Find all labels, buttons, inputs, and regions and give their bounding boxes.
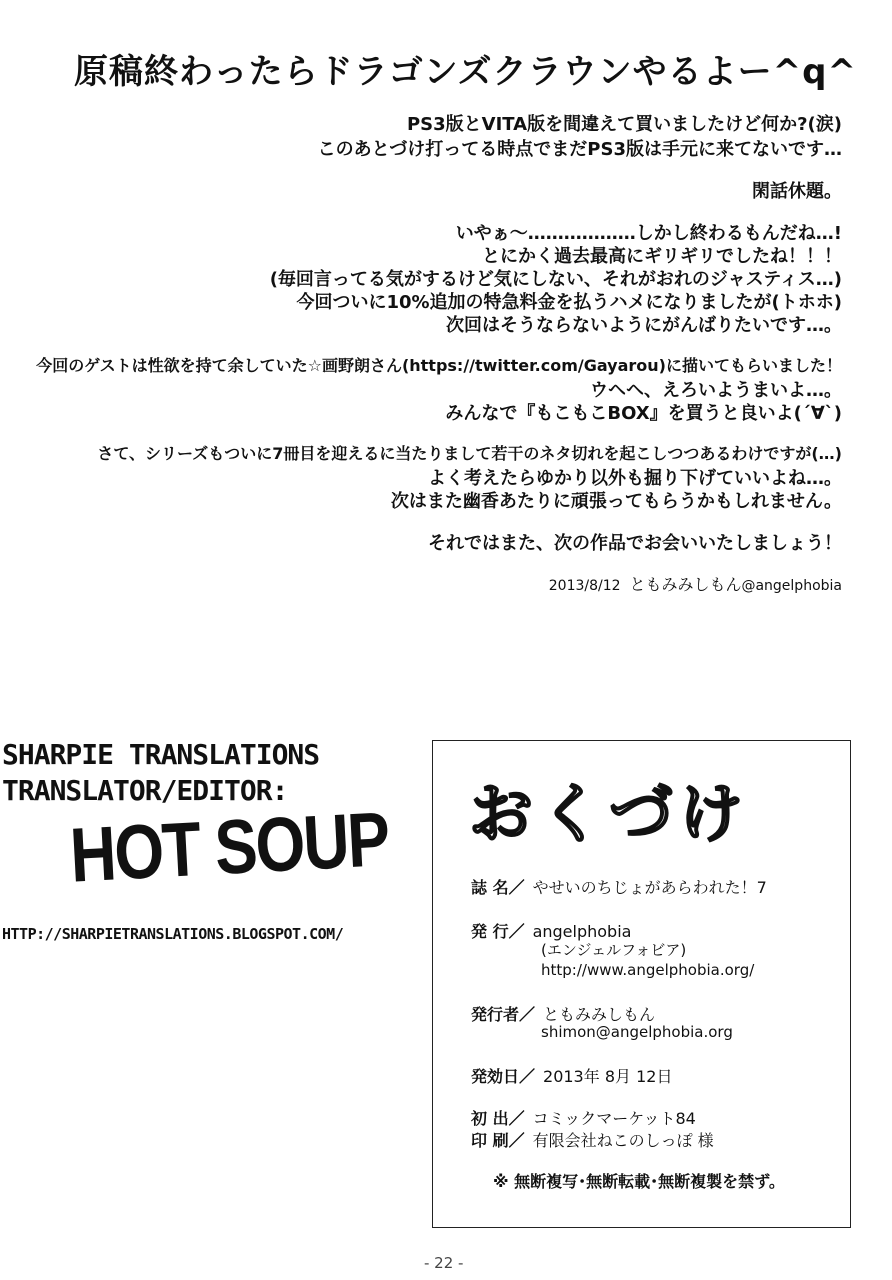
afterword-line: とにかく過去最高にギリギリでしたね！！！ [482,246,842,267]
value: コミックマーケット84 [532,1109,696,1128]
publisher-kana: (エンジェルフォビア) [541,941,687,959]
afterword-line: よく考えたらゆかり以外も掘り下げていいよね…。 [428,468,842,489]
afterword-line: みんなで『もこもこBOX』を買うと良いよ(´∀`) [445,403,842,424]
colophon-box [432,740,851,1228]
colophon-heading: おくづけ [469,778,749,852]
page-number: - 22 - [424,1254,464,1272]
afterword-line: (毎回言ってる気がするけど気にしない、それがおれのジャスティス…) [269,269,842,290]
author-name: ともみみしもん [629,575,742,594]
afterword-line: PS3版とVITA版を間違えて買いましたけど何か?(涙) [406,114,842,135]
label: 発 行／ [471,922,525,941]
afterword-line: 次回はそうならないようにがんばりたいです…。 [446,315,842,336]
afterword-date: 2013/8/12 [548,578,621,594]
translation-group: SHARPIE TRANSLATIONS [2,738,320,771]
colophon-printer-row [471,1128,714,1151]
colophon-title-row [471,875,767,898]
copyright-notice: ※ 無断複写･無断転載･無断複製を禁ず。 [493,1172,785,1191]
afterword-line: さて、シリーズもついに7冊目を迎えるに当たりまして若干のネタ切れを起こしつつあるわけですが(…) [97,444,842,463]
value: angelphobia [532,922,632,941]
signature [549,572,842,595]
issuer-email: shimon@angelphobia.org [541,1023,733,1041]
label: 印 刷／ [471,1131,525,1150]
label: 初 出／ [471,1109,525,1128]
label: 誌 名／ [471,878,525,897]
label: 発行者／ [471,1005,536,1024]
author-handle: @angelphobia [741,578,842,594]
colophon-issuer-row [471,1002,655,1025]
value: 2013年 8月 12日 [543,1067,673,1086]
afterword-line: それではまた、次の作品でお会いいたしましょう！ [428,533,842,554]
afterword-title: 原稿終わったらドラゴンズクラウンやるよー^q^ [74,52,857,92]
afterword-line: 今回のゲストは性欲を持て余していた☆画野朗さん(https://twitter.com/Gayarou)に描いてもらいました！ [36,356,842,375]
afterword-line: 今回ついに10%追加の特急料金を払うハメになりましたが(トホホ) [296,292,842,313]
afterword-line: いやぁ～………………しかし終わるもんだね…! [455,223,842,244]
value: やせいのちじょがあらわれた！7 [532,878,767,897]
afterword-line: 閑話休題。 [752,181,842,202]
translator-name: HOT SOUP [67,795,391,899]
value: ともみみしもん [543,1005,656,1024]
colophon-debut-row [471,1106,696,1129]
value: 有限会社ねこのしっぽ 様 [532,1131,714,1150]
afterword-line: ウヘヘ、えろいようまいよ…。 [590,380,842,401]
translation-url: HTTP://SHARPIETRANSLATIONS.BLOGSPOT.COM/ [2,925,344,943]
publisher-url: http://www.angelphobia.org/ [541,961,755,979]
label: 発効日／ [471,1067,536,1086]
colophon-date-row [471,1064,672,1087]
afterword-line: このあとづけ打ってる時点でまだPS3版は手元に来てないです… [317,139,842,160]
afterword-line: 次はまた幽香あたりに頑張ってもらうかもしれません。 [390,491,842,512]
translator-role: TRANSLATOR/EDITOR: [2,774,288,807]
